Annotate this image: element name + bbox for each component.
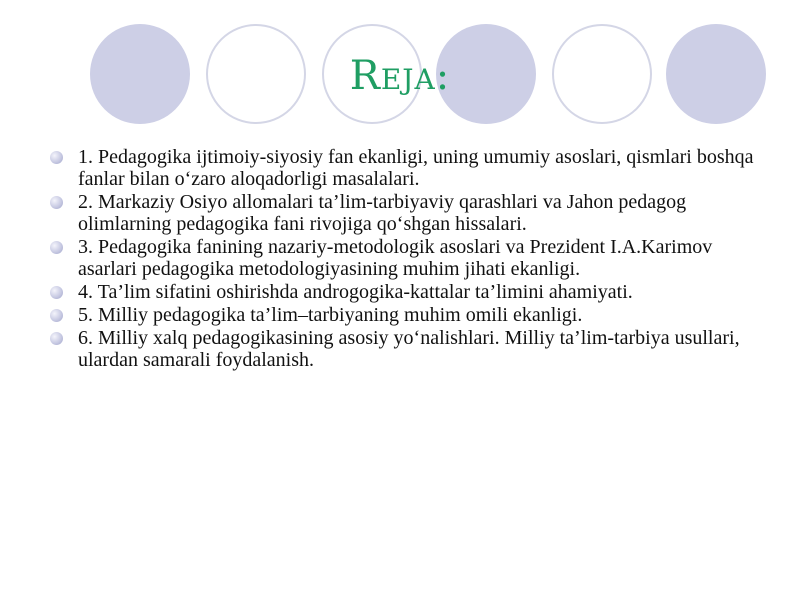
bullet-icon xyxy=(50,151,63,164)
bullet-icon xyxy=(50,196,63,209)
list-item xyxy=(50,304,770,326)
slide-title: Reja: xyxy=(349,53,451,99)
list-item-text: 4. Ta’lim sifatini oshirishda androgogika-kattalar ta’limini ahamiyati. xyxy=(78,281,633,303)
decorative-circle-outline xyxy=(206,24,306,124)
decorative-circle xyxy=(666,24,766,124)
list-item xyxy=(50,281,770,303)
list-item-text: 3. Pedagogika fanining nazariy-metodologik asoslari va Prezident I.A.Karimov asarlari pedagogika metodologiyasining muhim jihati ekanligi. xyxy=(78,236,713,280)
list-item-text: 1. Pedagogika ijtimoiy-siyosiy fan ekanligi, uning umumiy asoslari, qismlari boshqa fanlar bilan o‘zaro aloqadorligi masalalari. xyxy=(78,146,754,190)
bullet-list xyxy=(50,146,770,372)
bullet-icon xyxy=(50,241,63,254)
list-item-text: 2. Markaziy Osiyo allomalari ta’lim-tarbiyaviy qarashlari va Jahon pedagog olimlarning pedagogika fani rivojiga qo‘shgan hissalari. xyxy=(78,191,687,235)
list-item xyxy=(50,146,770,190)
bullet-icon xyxy=(50,286,63,299)
list-item-text: 6. Milliy xalq pedagogikasining asosiy yo‘nalishlari. Milliy ta’lim-tarbiya usullari, ulardan samarali foydalanish. xyxy=(78,327,740,371)
decorative-circle-outline xyxy=(552,24,652,124)
list-item xyxy=(50,236,770,280)
list-item xyxy=(50,191,770,235)
list-item-text: 5. Milliy pedagogika ta’lim–tarbiyaning muhim omili ekanligi. xyxy=(78,304,583,326)
bullet-icon xyxy=(50,332,63,345)
decorative-circle xyxy=(90,24,190,124)
list-item xyxy=(50,327,770,371)
bullet-icon xyxy=(50,309,63,322)
